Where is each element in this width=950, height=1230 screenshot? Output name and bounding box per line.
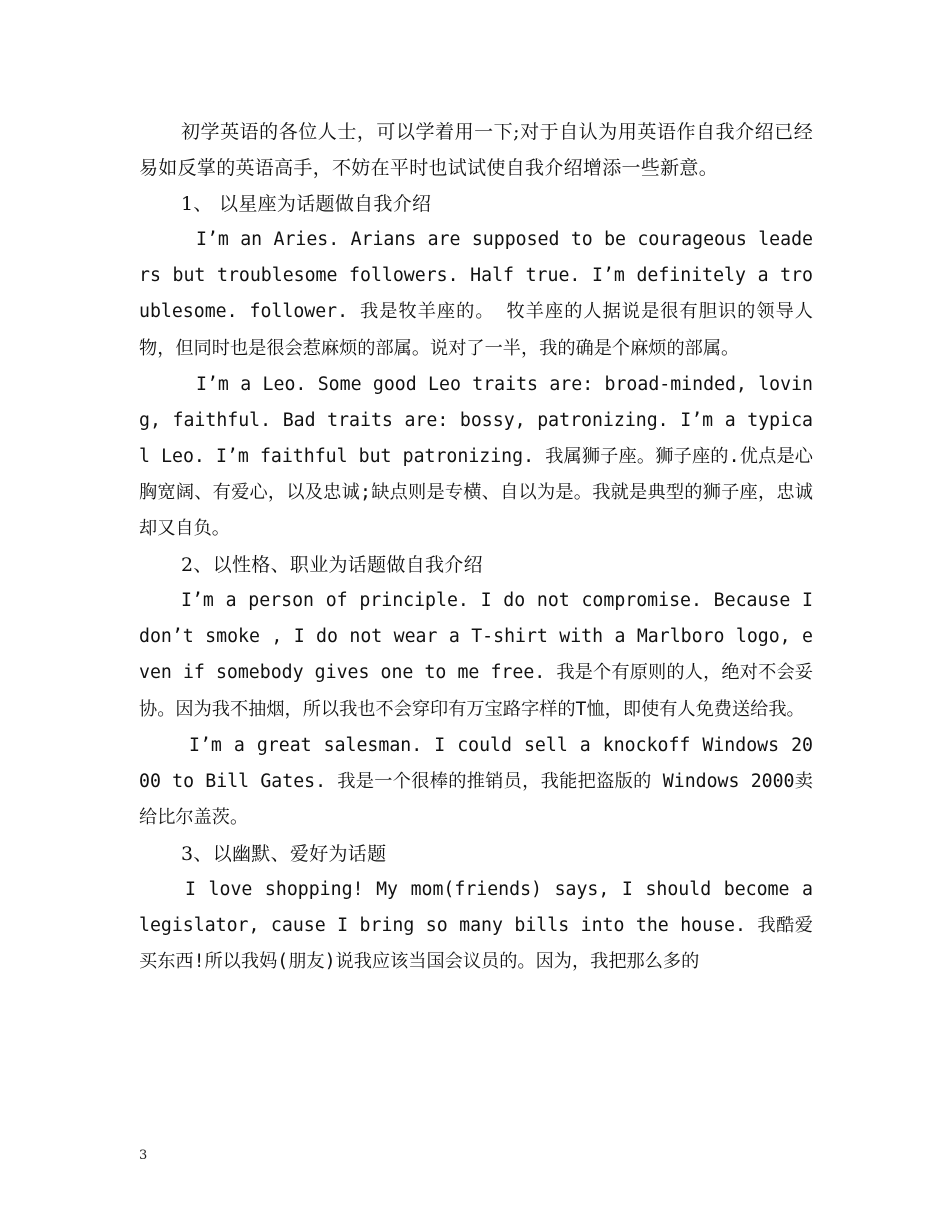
intro-paragraph: 初学英语的各位人士，可以学着用一下;对于自认为用英语作自我介绍已经易如反掌的英语高手，不妨在平时也试试使自我介绍增添一些新意。 [139, 121, 813, 180]
section-heading-1: 1、 以星座为话题做自我介绍 [181, 193, 432, 216]
shopping-paragraph: I love shopping! My mom(friends) says, I should become a legislator, cause I bring so many bills into the house. 我酷爱买东西!所以我妈(朋友)说我应该当国会议员的。因为，我把那么多的 [139, 878, 813, 973]
principle-paragraph: I’m a person of principle. I do not compromise. Because I don’t smoke , I do not wear a T-shirt with a Marlboro logo, even if somebody gives one to me free. 我是个有原则的人，绝对不会妥协。因为我不抽烟，所以我也不会穿印有万宝路字样的T恤，即使有人免费送给我。 [139, 590, 813, 720]
page-body [139, 114, 813, 980]
section-heading-2: 2、以性格、职业为话题做自我介绍 [181, 554, 483, 577]
page-number: 3 [139, 1148, 148, 1163]
section-heading-3: 3、以幽默、爱好为话题 [181, 842, 387, 865]
salesman-paragraph: I’m a great salesman. I could sell a knockoff Windows 2000 to Bill Gates. 我是一个很棒的推销员，我能把盗版的 Windows 2000卖给比尔盖茨。 [139, 734, 813, 828]
leo-paragraph: I’m a Leo. Some good Leo traits are: broad-minded, loving, faithful. Bad traits are: bossy, patronizing. I’m a typical Leo. I’m faithful but patronizing. 我属狮子座。狮子座的.优点是心胸宽阔、有爱心，以及忠诚;缺点则是专横、自以为是。我就是典型的狮子座，忠诚却又自负。 [139, 373, 813, 540]
aries-paragraph: I’m an Aries. Arians are supposed to be courageous leaders but troublesome followers. Half true. I’m definitely a troublesome. follower. 我是牧羊座的。 牧羊座的人据说是很有胆识的领导人物，但同时也是很会惹麻烦的部属。说对了一半，我的确是个麻烦的部属。 [139, 229, 813, 359]
